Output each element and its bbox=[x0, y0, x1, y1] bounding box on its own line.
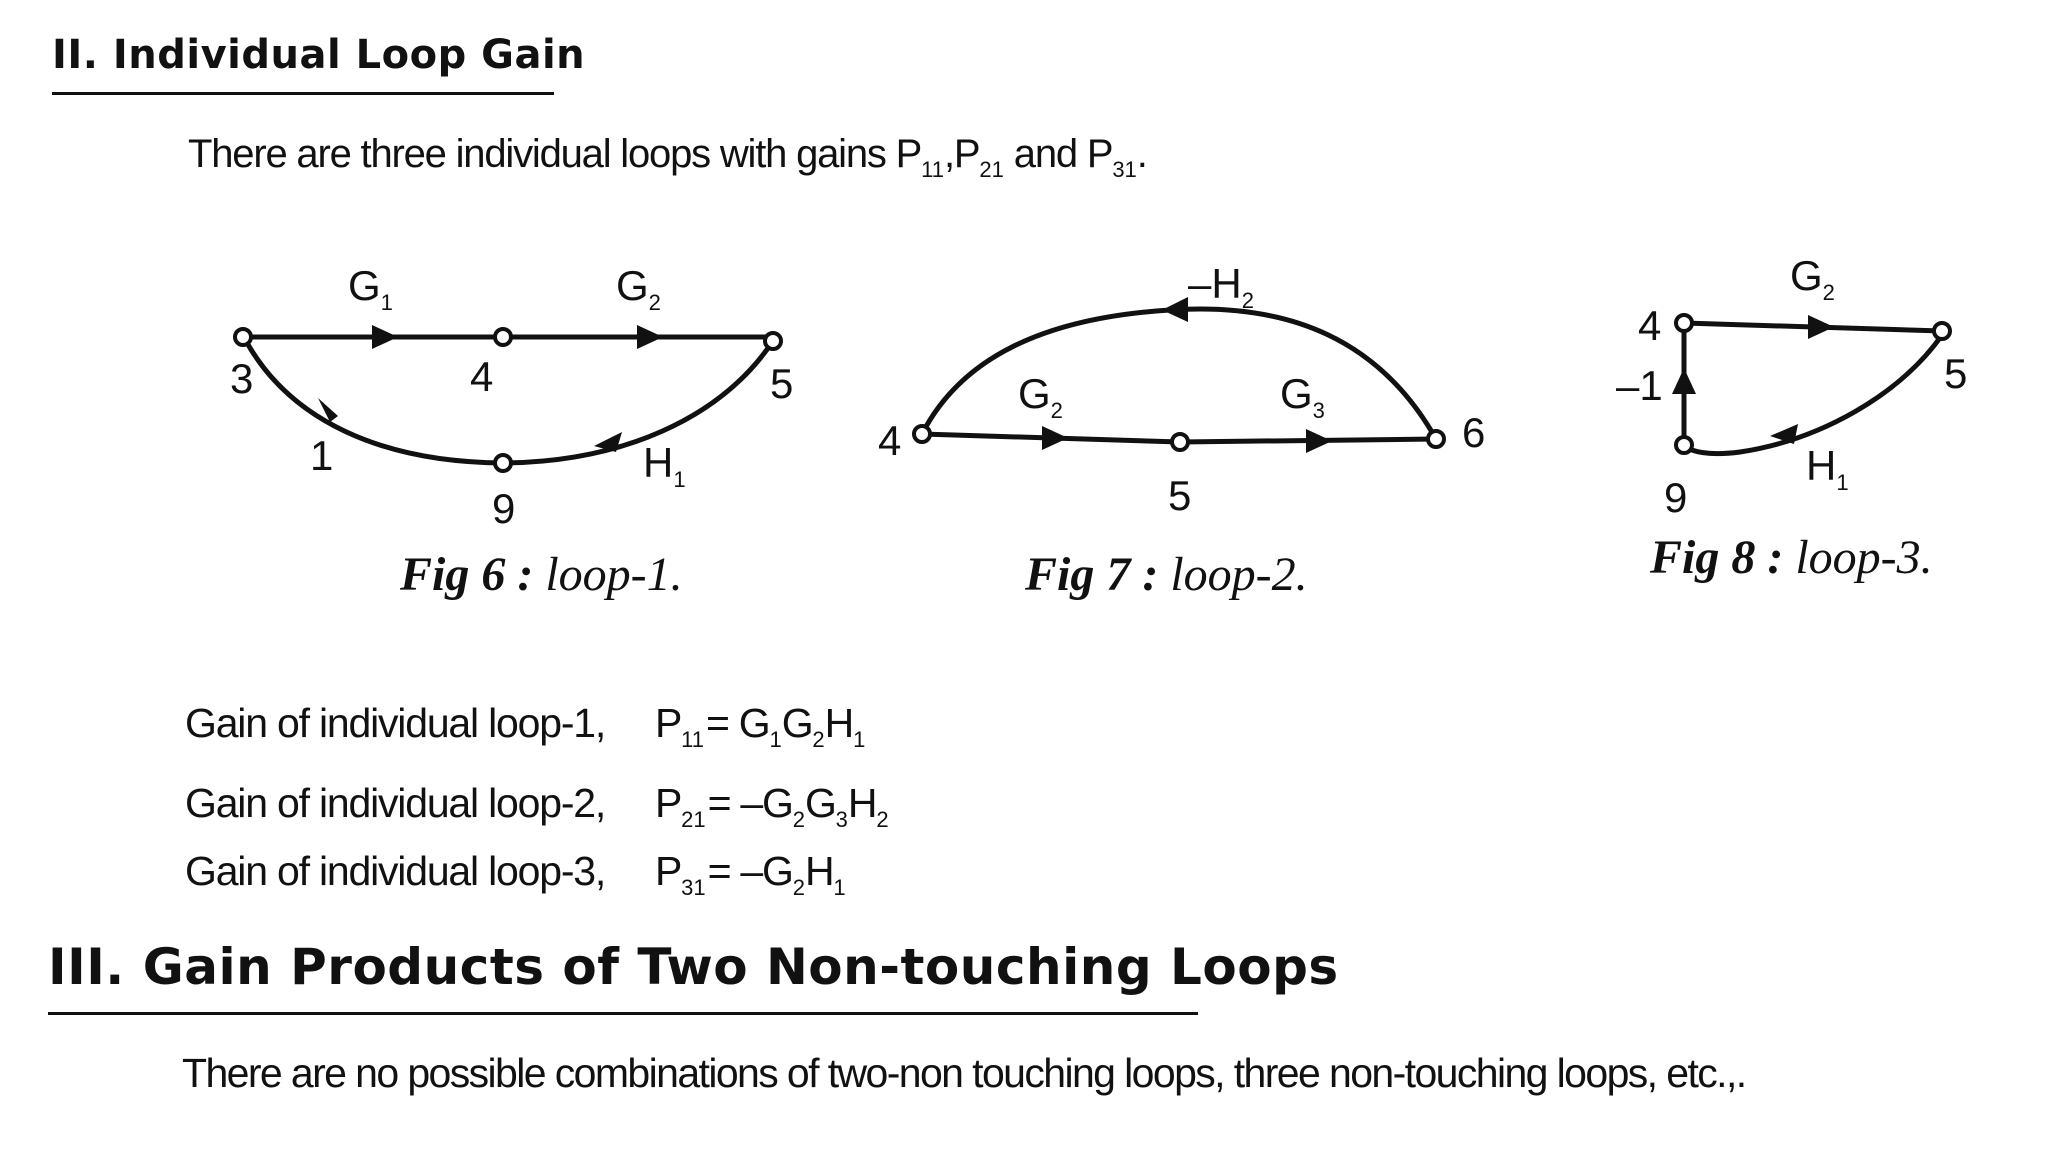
term: G bbox=[762, 780, 793, 826]
gain-label: Gain of individual loop-1, bbox=[185, 700, 606, 746]
subscript: 2 bbox=[792, 875, 805, 900]
node-label: 5 bbox=[770, 360, 794, 407]
node-label: 3 bbox=[230, 355, 254, 402]
arrow-minus-h2 bbox=[1162, 297, 1188, 322]
node-4 bbox=[914, 426, 930, 442]
equals-sign: = bbox=[707, 780, 731, 826]
node-label: 4 bbox=[470, 353, 494, 400]
edge-minus-h2 bbox=[922, 309, 1436, 439]
edge-label: $G_3$ bbox=[1280, 370, 1325, 423]
edge-label: –1 bbox=[1616, 362, 1663, 409]
term: H bbox=[804, 848, 834, 894]
node-3 bbox=[235, 329, 251, 345]
gain-symbol: P bbox=[655, 700, 682, 746]
figure-caption: Fig 7 : loop-2. bbox=[1025, 548, 1308, 601]
subscript: 31 bbox=[1112, 157, 1137, 182]
node-4 bbox=[495, 329, 511, 345]
node-label: 4 bbox=[1638, 302, 1662, 349]
arrow-g2 bbox=[637, 325, 663, 349]
node-label: 5 bbox=[1944, 350, 1968, 397]
node-label: 9 bbox=[1664, 474, 1688, 521]
term: G bbox=[804, 780, 836, 826]
heading-underline bbox=[48, 1012, 1198, 1015]
gain-symbol: P bbox=[655, 780, 682, 826]
node-label: 6 bbox=[1462, 409, 1486, 456]
subscript: 31 bbox=[681, 875, 706, 900]
non-touching-paragraph: There are no possible combinations of two-non touching loops, three non-touching loops, etc.,. bbox=[182, 1050, 1746, 1096]
subscript: 2 bbox=[792, 807, 805, 832]
gain-label: Gain of individual loop-3, bbox=[185, 848, 606, 894]
subscript: 21 bbox=[979, 157, 1004, 182]
arrow-g3 bbox=[1306, 429, 1332, 453]
term: G bbox=[781, 700, 813, 746]
term: H bbox=[824, 700, 854, 746]
subscript: 1 bbox=[833, 875, 846, 900]
arrow-g2 bbox=[1042, 426, 1068, 450]
sign: – bbox=[740, 780, 762, 826]
node-6 bbox=[1428, 431, 1444, 447]
subscript: 11 bbox=[921, 157, 944, 182]
node-9 bbox=[495, 455, 511, 471]
section-heading-individual-loop-gain: II. Individual Loop Gain bbox=[52, 32, 586, 78]
subscript: 3 bbox=[835, 807, 848, 832]
subscript: 1 bbox=[769, 727, 782, 752]
node-5 bbox=[1172, 434, 1188, 450]
intro-text: . bbox=[1136, 132, 1147, 176]
node-5 bbox=[765, 333, 781, 349]
subscript: 21 bbox=[681, 807, 706, 832]
arrow-g2 bbox=[1808, 315, 1834, 339]
edge-label: $G_2$ bbox=[1790, 252, 1835, 305]
figure-loop-3 bbox=[1616, 252, 1967, 584]
gain-equation-loop-3 bbox=[185, 848, 846, 901]
figure-loop-2 bbox=[878, 260, 1485, 601]
section-heading-non-touching-loops: III. Gain Products of Two Non-touching Loops bbox=[48, 938, 1339, 996]
node-label: 9 bbox=[492, 485, 516, 532]
arrow-g1 bbox=[372, 325, 398, 349]
intro-text: ,P bbox=[943, 132, 980, 176]
edge-label: $H_1$ bbox=[1806, 442, 1849, 495]
edge-label: $H_1$ bbox=[643, 439, 686, 492]
node-label: 4 bbox=[878, 417, 902, 464]
node-4 bbox=[1676, 315, 1692, 331]
subscript: 2 bbox=[812, 727, 825, 752]
equals-sign: = bbox=[706, 700, 729, 746]
edge-label: $G_2$ bbox=[1018, 370, 1063, 423]
sign: – bbox=[740, 848, 762, 894]
edge-label: $G_2$ bbox=[616, 262, 661, 315]
node-5 bbox=[1934, 323, 1950, 339]
intro-text: and P bbox=[1003, 132, 1113, 176]
edge-label: 1 bbox=[310, 432, 334, 479]
gain-equation-loop-1 bbox=[185, 700, 865, 753]
subscript: 11 bbox=[681, 727, 704, 752]
figure-caption: Fig 6 : loop-1. bbox=[400, 548, 683, 601]
equals-sign: = bbox=[707, 848, 731, 894]
figure-caption: Fig 8 : loop-3. bbox=[1650, 531, 1933, 584]
intro-text: There are three individual loops with gains P bbox=[188, 132, 922, 176]
node-label: 5 bbox=[1168, 472, 1192, 519]
term: G bbox=[762, 848, 793, 894]
term: H bbox=[847, 780, 877, 826]
node-9 bbox=[1676, 437, 1692, 453]
subscript: 2 bbox=[876, 807, 889, 832]
figure-loop-1 bbox=[230, 262, 793, 601]
arrow-minus-1 bbox=[1672, 368, 1696, 394]
gain-label: Gain of individual loop-2, bbox=[185, 780, 606, 826]
gain-symbol: P bbox=[655, 848, 682, 894]
edge-label: $-H_2$ bbox=[1188, 260, 1254, 313]
edge-unity bbox=[246, 341, 503, 463]
subscript: 1 bbox=[853, 727, 866, 752]
edge-h1 bbox=[1684, 335, 1942, 454]
edge-h1 bbox=[503, 341, 773, 463]
edge-label: $G_1$ bbox=[348, 262, 393, 315]
term: G bbox=[738, 700, 770, 746]
gain-equation-loop-2 bbox=[185, 780, 889, 833]
